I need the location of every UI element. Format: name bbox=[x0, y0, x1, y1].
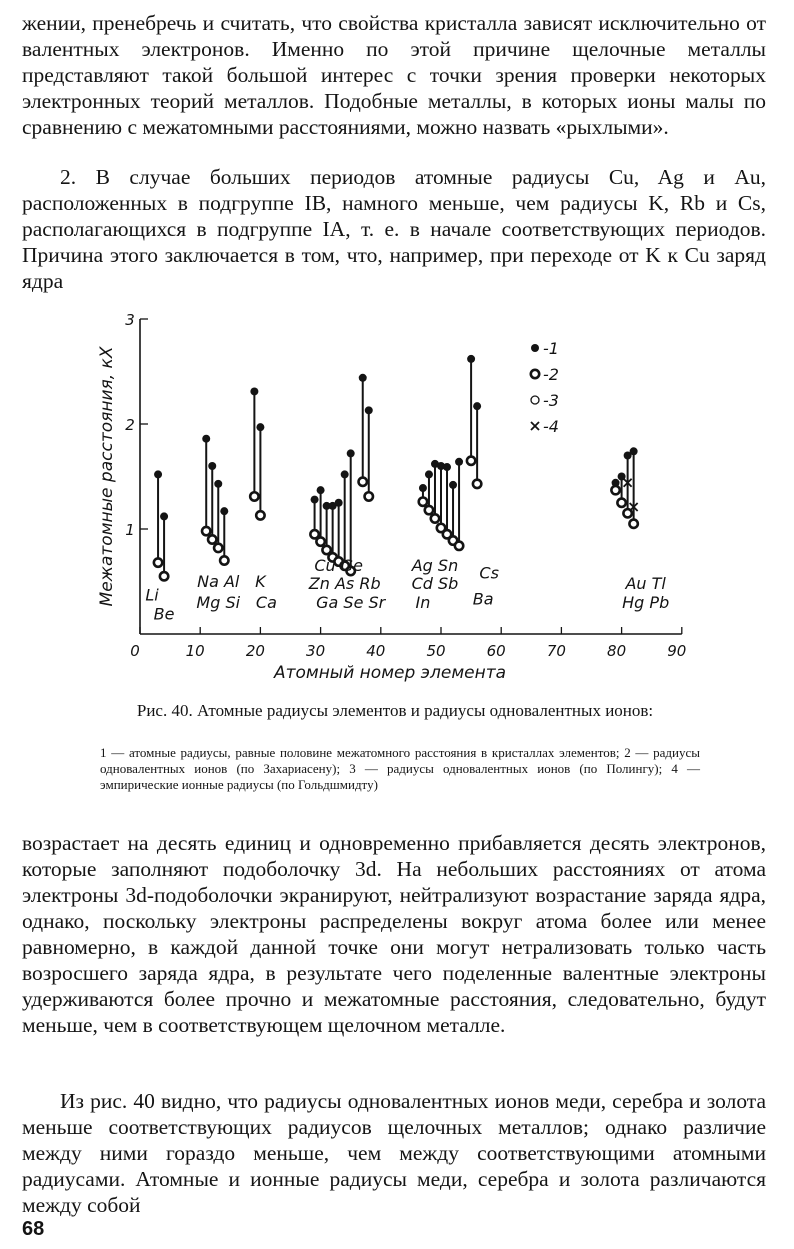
legend-marker-filled bbox=[531, 344, 539, 352]
element-label: Ga Se Sr bbox=[316, 592, 386, 612]
ionic-radius-point bbox=[455, 542, 463, 550]
atomic-radius-point bbox=[341, 470, 349, 478]
x-tick-label: 30 bbox=[306, 642, 326, 660]
atomic-radius-point bbox=[256, 423, 264, 431]
atomic-radius-point bbox=[419, 484, 427, 492]
y-tick-label: 3 bbox=[125, 311, 135, 329]
x-tick-label: 50 bbox=[426, 642, 446, 660]
element-label: Na Al bbox=[197, 571, 240, 591]
ionic-radius-point bbox=[431, 514, 439, 522]
atomic-radius-point bbox=[154, 470, 162, 478]
atomic-radius-point bbox=[467, 355, 475, 363]
atomic-radius-point bbox=[220, 507, 228, 515]
ionic-radius-point bbox=[425, 506, 433, 514]
atomic-radius-point bbox=[347, 449, 355, 457]
chart-legend bbox=[531, 339, 559, 436]
ionic-radius-point bbox=[419, 498, 427, 506]
ionic-radius-point bbox=[365, 492, 373, 500]
figure-40-chart bbox=[0, 300, 794, 695]
y-axis-title: Межатомные расстояния, кХ bbox=[97, 346, 117, 607]
ionic-radius-point bbox=[208, 535, 216, 543]
element-label: Cd Sb bbox=[411, 573, 459, 593]
element-label: Ba bbox=[472, 589, 494, 609]
atomic-radius-point bbox=[359, 374, 367, 382]
y-tick-label: 1 bbox=[125, 521, 135, 539]
ionic-radius-point bbox=[473, 480, 481, 488]
legend-label: -2 bbox=[543, 365, 559, 384]
y-tick-label: 2 bbox=[125, 416, 135, 434]
atomic-radius-point bbox=[202, 435, 210, 443]
element-label: Ca bbox=[255, 592, 277, 612]
atomic-radius-point bbox=[335, 499, 343, 507]
figure-caption-legend: 1 — атомные радиусы, равные половине межатомного расстояния в кристаллах элементов; 2 — радиусы одновалентных ионов (по Захариасену); 3 — радиусы одновалентных ионов (по Полингу); 4 — эмпирические ионные радиусы (по Гольдшмидту) bbox=[100, 745, 700, 792]
element-label: Ag Sn bbox=[411, 556, 459, 575]
atomic-radius-point bbox=[365, 406, 373, 414]
element-label: Be bbox=[153, 604, 175, 624]
atomic-radius-point bbox=[160, 512, 168, 520]
atomic-radius-point bbox=[208, 462, 216, 470]
atomic-radius-point bbox=[317, 486, 325, 494]
element-label: Cs bbox=[479, 563, 499, 583]
element-label: In bbox=[415, 592, 431, 612]
element-label: Zn As Rb bbox=[308, 573, 381, 593]
x-axis-title: Атомный номер элемента bbox=[273, 663, 507, 683]
x-tick-label: 40 bbox=[366, 642, 386, 660]
element-label: K bbox=[255, 571, 266, 591]
atomic-radius-point bbox=[214, 480, 222, 488]
ionic-radius-point bbox=[359, 478, 367, 486]
x-tick-label: 70 bbox=[546, 642, 566, 660]
ionic-radius-point bbox=[467, 457, 475, 465]
ionic-radius-point bbox=[629, 520, 637, 528]
page-number: 68 bbox=[22, 1218, 45, 1240]
paragraph-4: Из рис. 40 видно, что радиусы одновалентных ионов меди, серебра и золота меньше соответствующих радиусов щелочных металлов; однако различие между ними гораздо меньше, чем между соответствующими атомными радиусами. Атомные и ионные радиусы меди, серебра и золота различаются между собой bbox=[22, 1089, 766, 1217]
x-tick-label: 20 bbox=[245, 642, 265, 660]
x-tick-label: 60 bbox=[486, 642, 506, 660]
chart-axes bbox=[97, 311, 686, 683]
ionic-radius-point bbox=[617, 499, 625, 507]
ionic-radius-point bbox=[256, 511, 264, 519]
paragraph-3: возрастает на десять единиц и одновременно прибавляется десять электронов, которые заполняют подоболочку 3d. На небольших расстояниях от атома электроны 3d-подоболочки экранируют, нейтрализуют возрастание заряда ядра, однако, поскольку электроны распределены вокруг атома более или менее равномерно, в каждой данной точке они могут нетрализовать только часть возросшего заряда ядра, в результате чего поделенные валентные электроны удерживаются более прочно и межатомные расстояния, следовательно, будут меньше, чем в соответствующем щелочном металле. bbox=[22, 831, 766, 1037]
atomic-radius-point bbox=[250, 387, 258, 395]
atomic-radius-point bbox=[311, 496, 319, 504]
ionic-radius-point bbox=[220, 556, 228, 564]
ionic-radius-point bbox=[154, 558, 162, 566]
x-tick-label: 0 bbox=[130, 642, 140, 660]
element-label: Li bbox=[145, 585, 159, 605]
legend-marker-ring bbox=[531, 396, 539, 404]
element-label: Cu Ge bbox=[314, 556, 363, 575]
ionic-radius-point bbox=[611, 486, 619, 494]
ionic-radius-point bbox=[316, 537, 324, 545]
figure-caption-title: Рис. 40. Атомные радиусы элементов и радиусы одновалентных ионов: bbox=[136, 701, 654, 720]
chart-marks bbox=[145, 355, 669, 623]
ionic-radius-point bbox=[202, 527, 210, 535]
legend-marker-cross bbox=[531, 422, 539, 430]
ionic-radius-point bbox=[214, 544, 222, 552]
element-label: Au Tl bbox=[625, 573, 666, 593]
atomic-radius-point bbox=[455, 458, 463, 466]
atomic-radius-point bbox=[425, 470, 433, 478]
legend-marker-bold-ring bbox=[531, 370, 539, 378]
element-label: Hg Pb bbox=[622, 592, 670, 612]
paragraph-2: 2. В случае больших периодов атомные радиусы Cu, Ag и Au, расположенных в подгруппе IB, намного меньше, чем радиусы K, Rb и Cs, располагающихся в подгруппе IA, т. е. в начале соответствующих периодов. Причина этого заключается в том, что, например, при переходе от K к Cu заряд ядра bbox=[22, 165, 766, 293]
legend-label: -4 bbox=[543, 417, 559, 436]
paragraph-continuation: жении, пренебречь и считать, что свойства кристалла зависят исключительно от валентных электронов. Именно по этой причине щелочные металлы представляют такой большой интерес с точки зрения проверки некоторых электронных теорий металлов. Подобные металлы, в которых ионы малы по сравнению с межатомными расстояниями, можно назвать «рыхлыми». bbox=[22, 11, 766, 139]
x-tick-label: 90 bbox=[667, 642, 687, 660]
x-tick-label: 10 bbox=[185, 642, 205, 660]
element-label: Mg Si bbox=[196, 592, 241, 612]
ionic-radius-point bbox=[250, 492, 258, 500]
legend-label: -1 bbox=[543, 339, 559, 358]
atomic-radius-point bbox=[449, 481, 457, 489]
legend-label: -3 bbox=[543, 391, 559, 410]
x-tick-label: 80 bbox=[607, 642, 627, 660]
atomic-radius-point bbox=[443, 463, 451, 471]
ionic-radius-point bbox=[160, 572, 168, 580]
atomic-radius-point bbox=[473, 402, 481, 410]
atomic-radius-point bbox=[630, 447, 638, 455]
